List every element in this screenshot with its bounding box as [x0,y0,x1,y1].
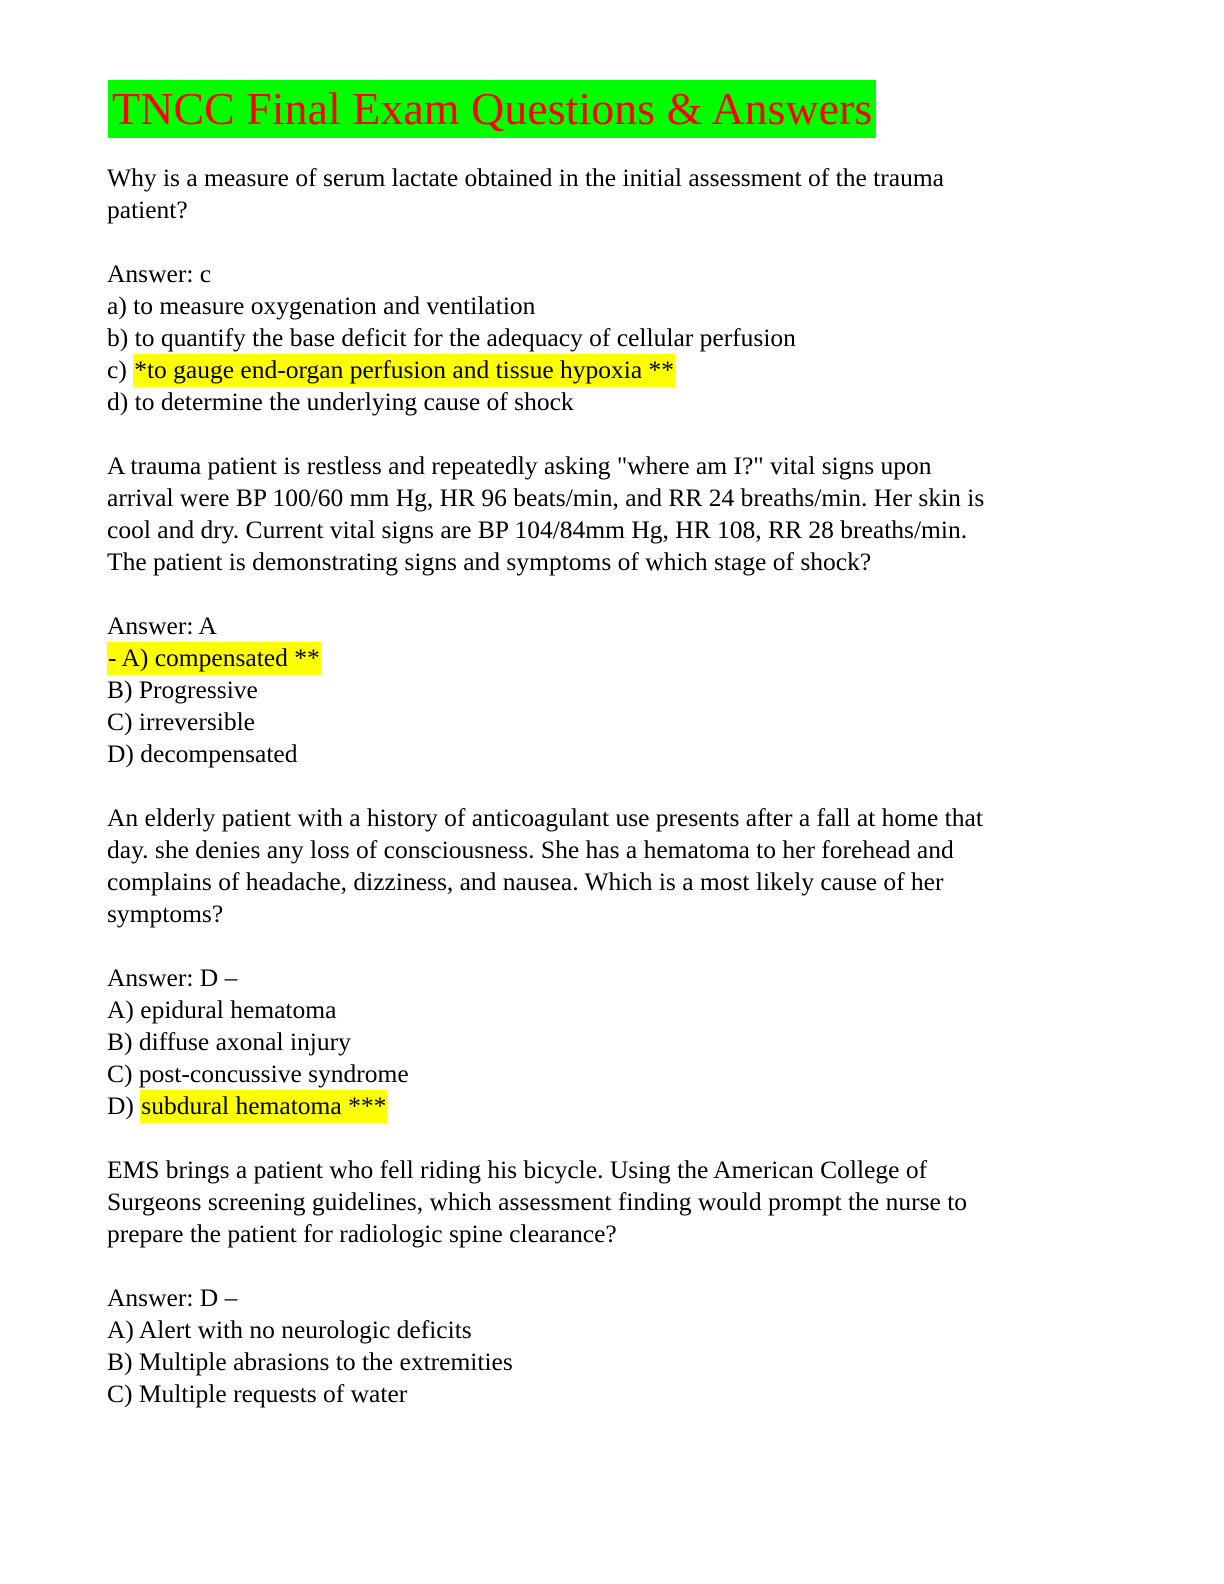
option-text: b) to quantify the base deficit for the adequacy of cellular perfusion [107,323,796,352]
answer-option [107,674,1107,706]
answer-option [107,386,1107,418]
question-line: arrival were BP 100/60 mm Hg, HR 96 beats/min, and RR 24 breaths/min. Her skin is [107,483,985,512]
option-text: D) decompensated [107,739,298,768]
answer-option [107,738,1107,770]
answer-option [107,1058,1107,1090]
correct-option-text: subdural hematoma *** [140,1090,387,1123]
spacer [107,770,1107,802]
answer-key: Answer: D – [107,1283,238,1312]
answer-key: Answer: D – [107,963,238,992]
option-text: C) Multiple requests of water [107,1379,408,1408]
question-line: day. she denies any loss of consciousness. She has a hematoma to her forehead and [107,835,954,864]
spacer [107,1250,1107,1282]
option-text: d) to determine the underlying cause of shock [107,387,574,416]
question-line: symptoms? [107,899,224,928]
option-text: B) Multiple abrasions to the extremities [107,1347,513,1376]
answer-option [107,1090,1107,1122]
question-line: The patient is demonstrating signs and symptoms of which stage of shock? [107,547,872,576]
answer-option [107,642,1107,674]
option-text: B) diffuse axonal injury [107,1027,351,1056]
document-title: TNCC Final Exam Questions & Answers [108,80,876,138]
question-text [107,162,1107,226]
spacer [107,930,1107,962]
option-text: a) to measure oxygenation and ventilation [107,291,536,320]
spacer [107,226,1107,258]
question-line: A trauma patient is restless and repeatedly asking "where am I?" vital signs upon [107,451,932,480]
correct-option-text: - A) compensated ** [107,642,321,675]
question-block [107,1154,1107,1410]
option-prefix: c) [107,355,134,384]
question-line: EMS brings a patient who fell riding his bicycle. Using the American College of [107,1155,928,1184]
question-line: An elderly patient with a history of anticoagulant use presents after a fall at home that [107,803,983,832]
answer-option [107,1346,1107,1378]
answer-option [107,706,1107,738]
question-block [107,802,1107,1122]
answer-option [107,1314,1107,1346]
question-line: Why is a measure of serum lactate obtained in the initial assessment of the trauma [107,163,944,192]
question-block [107,162,1107,418]
option-text: C) irreversible [107,707,255,736]
option-text: A) Alert with no neurologic deficits [107,1315,472,1344]
question-line: prepare the patient for radiologic spine clearance? [107,1219,617,1248]
question-text [107,802,1107,930]
correct-option-text: *to gauge end-organ perfusion and tissue hypoxia ** [133,354,675,387]
answer-option [107,1026,1107,1058]
answer-option [107,1378,1107,1410]
question-line: patient? [107,195,188,224]
answer-option [107,994,1107,1026]
option-text: C) post-concussive syndrome [107,1059,409,1088]
question-text [107,450,1107,578]
option-text: A) epidural hematoma [107,995,337,1024]
answer-key: Answer: c [107,259,212,288]
question-block [107,450,1107,770]
question-line: complains of headache, dizziness, and nausea. Which is a most likely cause of her [107,867,944,896]
spacer [107,1122,1107,1154]
question-text [107,1154,1107,1250]
option-prefix: D) [107,1091,141,1120]
question-line: cool and dry. Current vital signs are BP 104/84mm Hg, HR 108, RR 28 breaths/min. [107,515,968,544]
answer-option [107,354,1107,386]
question-list [107,162,1107,1410]
question-line: Surgeons screening guidelines, which assessment finding would prompt the nurse to [107,1187,968,1216]
answer-key: Answer: A [107,611,217,640]
option-text: B) Progressive [107,675,258,704]
spacer [107,578,1107,610]
spacer [107,418,1107,450]
answer-option [107,322,1107,354]
answer-option [107,290,1107,322]
